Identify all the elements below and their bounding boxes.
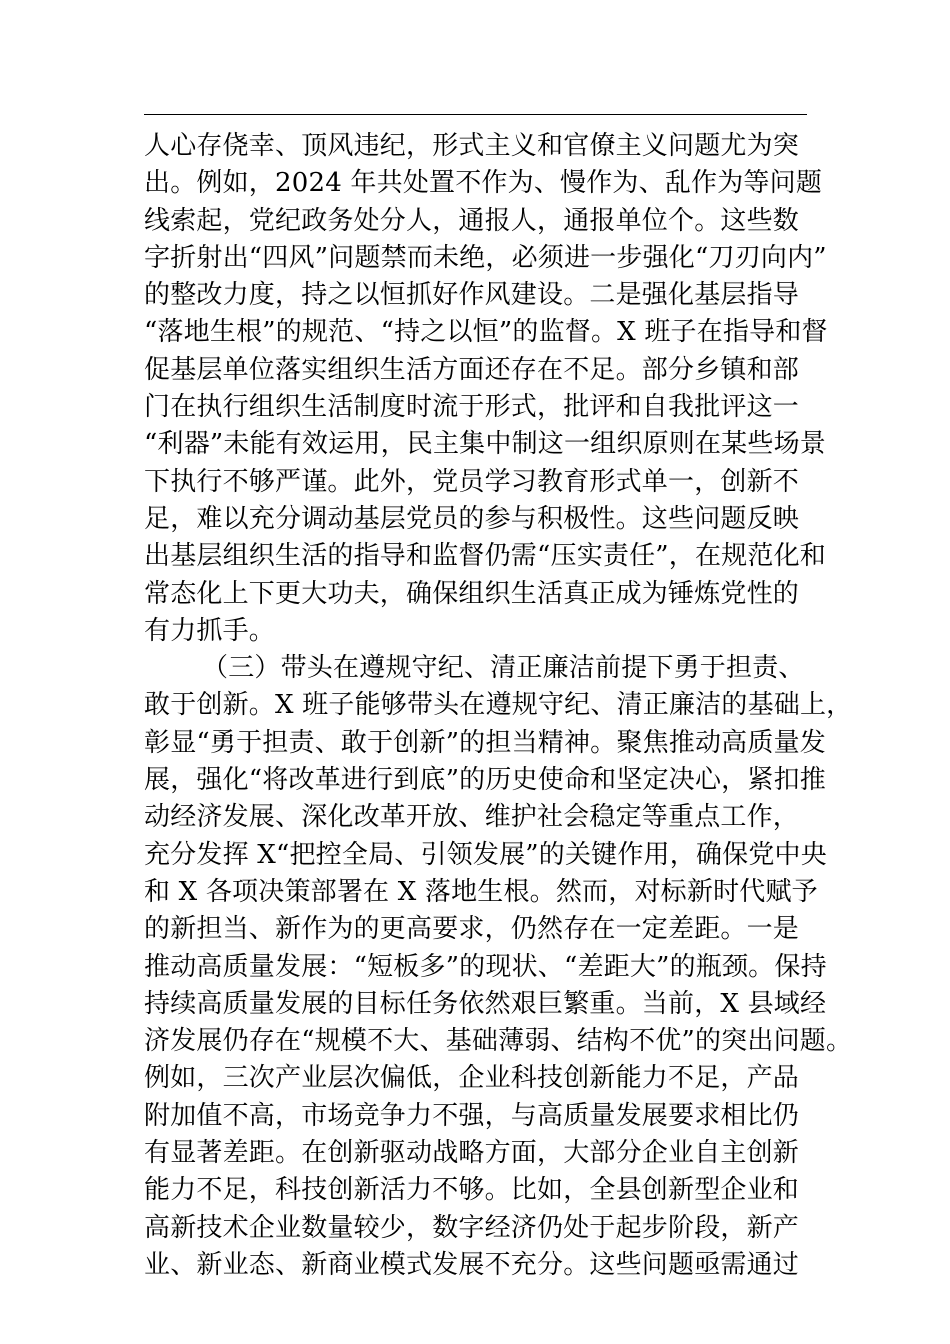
text-line: 线索起，党纪政务处分人，通报人，通报单位个。这些数 xyxy=(144,205,800,236)
text-line: 附加值不高，市场竞争力不强，与高质量发展要求相比仍 xyxy=(144,1100,800,1131)
text-line: 推动高质量发展：“短板多”的现状、“差距大”的瓶颈。保持 xyxy=(144,951,827,982)
text-line: 下执行不够严谨。此外，党员学习教育形式单一，创新不 xyxy=(144,466,800,497)
text-line: 的新担当、新作为的更高要求，仍然存在一定差距。一是 xyxy=(144,914,800,945)
text-line: 敢于创新。X 班子能够带头在遵规守纪、清正廉洁的基础上， xyxy=(144,690,853,721)
text-line: 能力不足，科技创新活力不够。比如，全县创新型企业和 xyxy=(144,1175,800,1206)
text-line: 的整改力度，持之以恒抓好作风建设。二是强化基层指导 xyxy=(144,280,800,311)
text-line: 展，强化“将改革进行到底”的历史使命和坚定决心，紧扣推 xyxy=(144,765,826,796)
text-line: 充分发挥 X“把控全局、引领发展”的关键作用，确保党中央 xyxy=(144,839,827,870)
text-line: 有显著差距。在创新驱动战略方面，大部分企业自主创新 xyxy=(144,1138,800,1169)
text-line: 字折射出“四风”问题禁而未绝，必须进一步强化“刀刃向内” xyxy=(144,242,827,273)
text-line: 业、新业态、新商业模式发展不充分。这些问题亟需通过 xyxy=(144,1249,800,1280)
text-line: “利器”未能有效运用，民主集中制这一组织原则在某些场景 xyxy=(144,429,826,460)
text-line: 动经济发展、深化改革开放、维护社会稳定等重点工作， xyxy=(144,802,800,833)
text-line: 足，难以充分调动基层党员的参与积极性。这些问题反映 xyxy=(144,503,800,534)
text-line: “落地生根”的规范、“持之以恒”的监督。X 班子在指导和督 xyxy=(144,317,828,348)
text-line: 例如，三次产业层次偏低，企业科技创新能力不足，产品 xyxy=(144,1063,800,1094)
header-rule xyxy=(144,114,807,115)
text-line: 和 X 各项决策部署在 X 落地生根。然而，对标新时代赋予 xyxy=(144,876,818,907)
text-line: 有力抓手。 xyxy=(144,615,276,646)
text-line: 济发展仍存在“规模不大、基础薄弱、结构不优”的突出问题。 xyxy=(144,1026,853,1057)
text-line: 人心存侥幸、顶风违纪，形式主义和官僚主义问题尤为突 xyxy=(144,131,800,161)
text-line: 门在执行组织生活制度时流于形式，批评和自我批评这一 xyxy=(144,392,800,423)
text-line: 持续高质量发展的目标任务依然艰巨繁重。当前，X 县域经 xyxy=(144,988,827,1019)
text-line: 出。例如，2024 年共处置不作为、慢作为、乱作为等问题 xyxy=(144,168,823,199)
text-line: 高新技术企业数量较少，数字经济仍处于起步阶段，新产 xyxy=(144,1212,800,1243)
text-line: 出基层组织生活的指导和监督仍需“压实责任”，在规范化和 xyxy=(144,541,826,572)
text-line: 促基层单位落实组织生活方面还存在不足。部分乡镇和部 xyxy=(144,354,800,385)
document-body xyxy=(144,128,853,1284)
section-heading-line: （三）带头在遵规守纪、清正廉洁前提下勇于担责、 xyxy=(202,653,805,684)
text-line: 彰显“勇于担责、敢于创新”的担当精神。聚焦推动高质量发 xyxy=(144,727,826,758)
text-line: 常态化上下更大功夫，确保组织生活真正成为锤炼党性的 xyxy=(144,578,800,609)
